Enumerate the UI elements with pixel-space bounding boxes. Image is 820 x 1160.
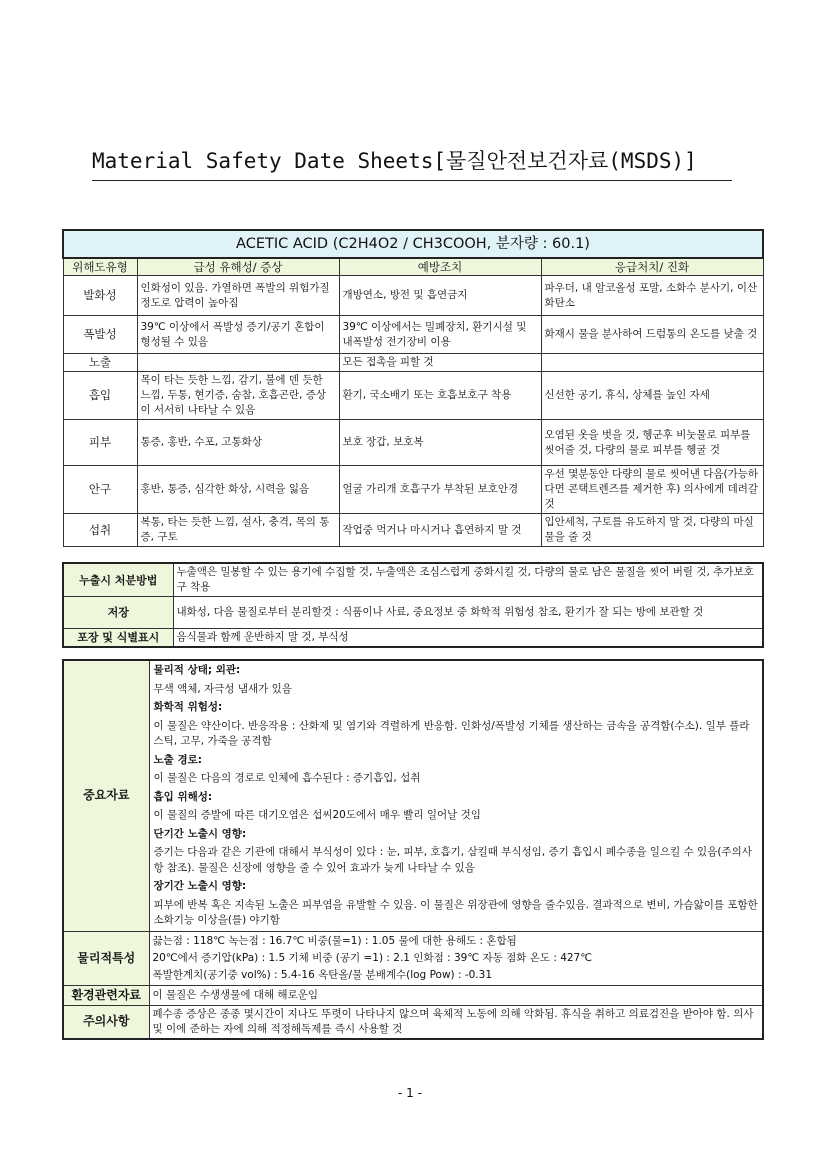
first-aid-cell: 입안세척, 구토를 유도하지 말 것, 다량의 마실물을 줄 것 <box>541 514 763 547</box>
page-number: - 1 - <box>398 1086 422 1100</box>
section-text: 이 물질은 약산이다. 반응작용 : 산화제 및 염기와 격렬하게 반응함. 인화성/폭발성 기체를 생산하는 금속을 공격함(수소). 일부 플라스틱, 고무, 가죽을 공격함 <box>153 719 750 747</box>
prevention-cell: 개방연소, 방전 및 흡연금지 <box>339 276 541 316</box>
important-info-table <box>62 659 764 1040</box>
prevention-cell: 환기, 국소배기 또는 호흡보호구 착용 <box>339 372 541 420</box>
table-row <box>63 660 763 931</box>
row-label: 저장 <box>63 597 173 629</box>
row-label: 환경관련자료 <box>63 985 149 1005</box>
column-header: 급성 유해성/ 증상 <box>137 258 339 276</box>
hazard-type: 노출 <box>63 354 137 372</box>
table-row <box>63 420 763 466</box>
handling-table <box>62 562 764 648</box>
hazard-type: 섭취 <box>63 514 137 547</box>
table-row <box>63 466 763 514</box>
table-row <box>63 316 763 354</box>
table-row <box>63 931 763 985</box>
symptom-cell <box>137 354 339 372</box>
section-heading: 물리적 상태; 외관: <box>153 664 241 676</box>
row-text: 누출액은 밀봉할 수 있는 용기에 수집할 것, 누출액은 조심스럽게 중화시킬 것, 다량의 물로 남은 물질을 씻어 버릴 것, 추가보호구 착용 <box>173 563 763 597</box>
prevention-cell: 얼굴 가리개 호흡구가 부착된 보호안경 <box>339 466 541 514</box>
row-label: 포장 및 식별표시 <box>63 629 173 648</box>
symptom-cell: 홍반, 통증, 심각한 화상, 시력을 잃음 <box>137 466 339 514</box>
hazard-type: 안구 <box>63 466 137 514</box>
first-aid-cell: 신선한 공기, 휴식, 상체를 높인 자세 <box>541 372 763 420</box>
section-text: 피부에 반복 혹은 지속된 노출은 피부염을 유발할 수 있음. 이 물질은 위장관에 영향을 줄수있음. 결과적으로 변비, 가슴앓이를 포함한 소화기능 이상을(를) 야기함 <box>153 898 758 926</box>
row-label: 중요자료 <box>63 660 149 931</box>
symptom-cell: 통증, 홍반, 수포, 고통화상 <box>137 420 339 466</box>
hazard-table <box>62 229 764 547</box>
prevention-cell: 모든 접촉을 피할 것 <box>339 354 541 372</box>
table-row <box>63 629 763 648</box>
first-aid-cell: 파우더, 내 알코올성 포말, 소화수 분사기, 이산화탄소 <box>541 276 763 316</box>
first-aid-cell: 화재시 물을 분사하여 드럼통의 온도를 낮출 것 <box>541 316 763 354</box>
first-aid-cell: 오염된 옷을 벗을 것, 헹군후 비눗물로 피부를 씻어줄 것, 다량의 물로 피부를 헹굴 것 <box>541 420 763 466</box>
physical-properties <box>149 931 763 985</box>
symptom-cell: 목이 타는 듯한 느낌, 감기, 불에 덴 듯한 느낌, 두통, 현기증, 숨참, 호흡곤란, 증상이 서서히 나타날 수 있음 <box>137 372 339 420</box>
row-text: 음식물과 함께 운반하지 말 것, 부식성 <box>173 629 763 648</box>
section-text: 이 물질의 증발에 따른 대기오염은 섭씨20도에서 매우 빨리 일어날 것임 <box>153 809 481 821</box>
table-row <box>63 514 763 547</box>
prevention-cell: 작업중 먹거나 마시거나 흡연하지 말 것 <box>339 514 541 547</box>
table-row <box>63 1005 763 1039</box>
column-header: 예방조치 <box>339 258 541 276</box>
section-text: 무색 액체, 자극성 냄새가 있음 <box>153 682 292 695</box>
row-text: 내화성, 다음 물질로부터 분리할것 : 식품이나 사료, 중요정보 중 화학적 위험성 참조, 환기가 잘 되는 방에 보관할 것 <box>173 597 763 629</box>
symptom-cell: 복통, 타는 듯한 느낌, 설사, 충격, 목의 통증, 구토 <box>137 514 339 547</box>
row-label: 누출시 처분방법 <box>63 563 173 597</box>
table-row <box>63 276 763 316</box>
hazard-type: 피부 <box>63 420 137 466</box>
column-header: 위해도유형 <box>63 258 137 276</box>
symptom-cell: 39℃ 이상에서 폭발성 증기/공기 혼합이 형성될 수 있음 <box>137 316 339 354</box>
table-row <box>63 563 763 597</box>
row-label: 물리적특성 <box>63 931 149 985</box>
hazard-type: 흡입 <box>63 372 137 420</box>
document-title: Material Safety Date Sheets[물질안전보건자료(MSDS)] <box>92 146 732 181</box>
section-text: 증기는 다음과 같은 기관에 대해서 부식성이 있다 : 눈, 피부, 호흡기, 삼킬때 부식성임, 증기 흡입시 폐수종을 일으킬 수 있음(주의사항 참조). 물질은 신장에 영향을 줄 수 있어 효과가 늦게 나타날 수 있음 <box>153 846 752 874</box>
section-heading: 노출 경로: <box>153 753 202 766</box>
symptom-cell: 인화성이 있음. 가열하면 폭발의 위험가질 정도로 압력이 높아짐 <box>137 276 339 316</box>
section-text: 이 물질은 다음의 경로로 인체에 흡수된다 : 증기흡입, 섭취 <box>153 772 421 784</box>
hazard-type: 발화성 <box>63 276 137 316</box>
important-details <box>149 660 763 931</box>
table-row <box>63 985 763 1005</box>
row-text: 폐수종 증상은 종종 몇시간이 지나도 뚜렷이 나타나지 않으며 육체적 노동에 의해 악화됨. 휴식을 취하고 의료검진을 받아야 함. 의사 및 이에 준하는 자에 의해 적정해독제를 즉시 사용할 것 <box>149 1005 763 1039</box>
first-aid-cell: 우선 몇분동안 다량의 물로 씻어낸 다음(가능하다면 콘택트렌즈를 제거한 후) 의사에게 데려갈 것 <box>541 466 763 514</box>
section-heading: 화학적 위험성: <box>153 701 223 713</box>
substance-header: ACETIC ACID (C2H4O2 / CH3COOH, 분자량 : 60.1) <box>63 230 763 258</box>
first-aid-cell <box>541 354 763 372</box>
property-line: 끓는점 : 118℃ 녹는점 : 16.7℃ 비중(물=1) : 1.05 물에 대한 용해도 : 혼합됨 <box>152 934 517 947</box>
row-text: 이 물질은 수생생물에 대해 해로운임 <box>149 985 763 1005</box>
property-line: 폭발한계치(공기중 vol%) : 5.4-16 옥탄올/물 분배계수(log Pow) : -0.31 <box>152 968 493 981</box>
hazard-type: 폭발성 <box>63 316 137 354</box>
column-header: 응급처치/ 진화 <box>541 258 763 276</box>
prevention-cell: 39℃ 이상에서는 밀폐장치, 환기시설 및 내폭발성 전기장비 이용 <box>339 316 541 354</box>
section-heading: 단기간 노출시 영향: <box>153 827 247 840</box>
section-heading: 장기간 노출시 영향: <box>153 880 247 892</box>
prevention-cell: 보호 장갑, 보호복 <box>339 420 541 466</box>
section-heading: 흡입 위해성: <box>153 790 213 803</box>
table-row <box>63 597 763 629</box>
table-row <box>63 354 763 372</box>
property-line: 20℃에서 증기압(kPa) : 1.5 기체 비중 (공기 =1) : 2.1 인화점 : 39℃ 자동 점화 온도 : 427℃ <box>152 951 593 964</box>
row-label: 주의사항 <box>63 1005 149 1039</box>
table-row <box>63 372 763 420</box>
